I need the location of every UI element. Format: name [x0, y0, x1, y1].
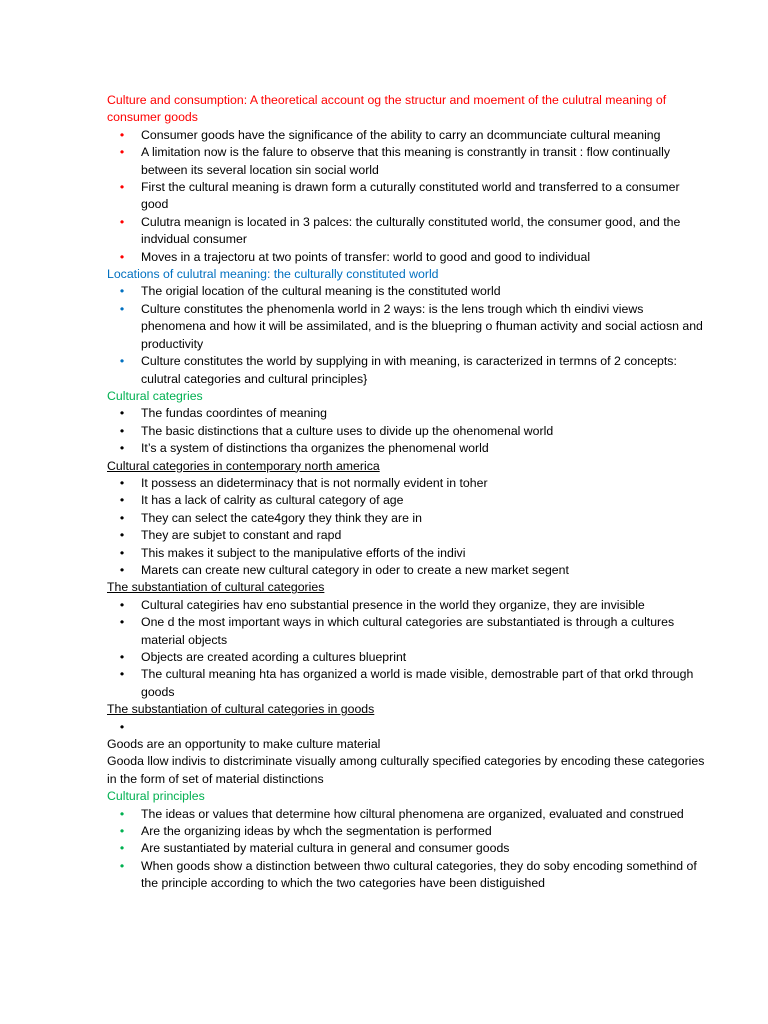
list-item: [107, 597, 708, 614]
bullet-icon: •: [119, 493, 125, 508]
list-item-text: Moves in a trajectoru at two points of transfer: world to good and good to individual: [141, 249, 591, 264]
bullet-icon: •: [119, 423, 125, 438]
bullet-list: [107, 719, 708, 736]
section-cultural-categories: [107, 388, 708, 458]
section-heading: Locations of culutral meaning: the culturally constituted world: [107, 267, 439, 282]
list-item-text: A limitation now is the falure to observe that this meaning is constrantly in transit : flow continually between its several location sin social world: [141, 145, 671, 177]
bullet-icon: •: [119, 719, 125, 734]
bullet-icon: •: [119, 824, 125, 839]
bullet-list: [107, 475, 708, 579]
list-item-text: Cultural categiries hav eno substantial presence in the world they organize, they are invisible: [141, 597, 645, 612]
list-item: [107, 283, 708, 300]
bullet-icon: •: [119, 528, 125, 543]
list-item-text: Marets can create new cultural category in oder to create a new market segent: [141, 562, 569, 577]
list-item-text: The basic distinctions that a culture uses to divide up the ohenomenal world: [141, 423, 554, 438]
section-heading: Cultural categries: [107, 388, 203, 403]
list-item-text: It’s a system of distinctions tha organizes the phenomenal world: [141, 441, 489, 456]
list-item-text: Culture constitutes the world by supplying in with meaning, is caracterized in termns of 2 concepts: culutral categories and cultural principles}: [141, 354, 677, 386]
list-item-text: Culture constitutes the phenomenla world in 2 ways: is the lens trough which th eindivi views phenomena and how it will be assimilated, and is the bluepring o fhuman activity and social actiosn and productivity: [141, 301, 703, 351]
paragraph: Goods are an opportunity to make culture material: [107, 737, 381, 752]
list-item: [107, 840, 708, 857]
list-item-text: They can select the cate4gory they think they are in: [141, 510, 422, 525]
bullet-icon: •: [119, 284, 125, 299]
list-item: [107, 127, 708, 144]
bullet-list: [107, 405, 708, 457]
section-locations-of-cultural-meaning: [107, 266, 708, 388]
section-heading: Culture and consumption: A theoretical account og the structur and moement of the culutral meaning of consumer goods: [107, 93, 667, 125]
bullet-icon: •: [119, 475, 125, 490]
bullet-icon: •: [119, 354, 125, 369]
list-item: [107, 545, 708, 562]
section-cultural-categories-north-america: [107, 458, 708, 580]
bullet-icon: •: [119, 249, 125, 264]
bullet-icon: •: [119, 545, 125, 560]
bullet-icon: •: [119, 667, 125, 682]
list-item: [107, 440, 708, 457]
section-heading: The substantiation of cultural categories: [107, 580, 325, 595]
list-item: [107, 562, 708, 579]
list-item: [107, 405, 708, 422]
list-item-text: The ideas or values that determine how ciltural phenomena are organized, evaluated and construed: [141, 806, 684, 821]
bullet-icon: •: [119, 180, 125, 195]
bullet-list: [107, 127, 708, 266]
list-item-text: It possess an dideterminacy that is not normally evident in toher: [141, 475, 488, 490]
section-heading: Cultural principles: [107, 789, 205, 804]
list-item-text: This makes it subject to the manipulative efforts of the indivi: [141, 545, 466, 560]
bullet-icon: •: [119, 841, 125, 856]
list-item: [107, 510, 708, 527]
section-heading: The substantiation of cultural categories in goods: [107, 702, 375, 717]
list-item: [107, 144, 708, 179]
list-item-text: When goods show a distinction between thwo cultural categories, they do soby encoding somethind of the principle according to which the two categories have been distiguished: [141, 858, 697, 891]
section-substantiation-in-goods: [107, 701, 708, 788]
list-item-text: [141, 720, 144, 734]
list-item: [107, 301, 708, 353]
list-item: [107, 179, 708, 214]
list-item: [107, 614, 708, 649]
list-item-text: One d the most important ways in which cultural categories are substantiated is through a cultures material objects: [141, 615, 675, 647]
section-cultural-principles: [107, 788, 708, 892]
list-item-text: The origial location of the cultural meaning is the constituted world: [141, 284, 501, 299]
bullet-icon: •: [119, 214, 125, 229]
list-item-text: Objects are created acording a cultures blueprint: [141, 650, 407, 664]
list-item-text: Are sustantiated by material cultura in general and consumer goods: [141, 841, 510, 856]
list-item: [107, 823, 708, 840]
list-item-text: Are the organizing ideas by whch the segmentation is performed: [141, 824, 492, 839]
list-item: [107, 666, 708, 701]
list-item: [107, 858, 708, 893]
bullet-list: [107, 597, 708, 701]
bullet-icon: •: [119, 127, 125, 142]
list-item: [107, 806, 708, 823]
section-culture-and-consumption: [107, 92, 708, 266]
bullet-list: [107, 283, 708, 387]
list-item-text: Consumer goods have the significance of the ability to carry an dcommunciate cultural meaning: [141, 127, 661, 142]
paragraph: Gooda llow indivis to distcriminate visually among culturally specified categories by encoding these categories in the form of set of material distinctions: [107, 754, 705, 786]
bullet-icon: •: [119, 441, 125, 456]
list-item-text: It has a lack of calrity as cultural category of age: [141, 493, 404, 508]
list-item: [107, 353, 708, 388]
bullet-icon: •: [119, 858, 125, 873]
bullet-icon: •: [119, 145, 125, 160]
list-item: [107, 719, 708, 736]
section-substantiation-of-categories: [107, 579, 708, 701]
list-item-text: The fundas coordintes of meaning: [141, 406, 327, 421]
bullet-icon: •: [119, 406, 125, 421]
list-item: [107, 492, 708, 509]
list-item: [107, 423, 708, 440]
list-item: [107, 214, 708, 249]
bullet-icon: •: [119, 615, 125, 630]
section-heading: Cultural categories in contemporary north america: [107, 458, 380, 473]
bullet-icon: •: [119, 562, 125, 577]
list-item: [107, 249, 708, 266]
list-item: [107, 649, 708, 666]
list-item-text: The cultural meaning hta has organized a world is made visible, demostrable part of that orkd through goods: [141, 667, 694, 699]
bullet-icon: •: [119, 650, 125, 664]
bullet-icon: •: [119, 806, 125, 821]
list-item: [107, 475, 708, 492]
bullet-icon: •: [119, 597, 125, 612]
bullet-icon: •: [119, 510, 125, 525]
list-item-text: First the cultural meaning is drawn form a cuturally constituted world and transferred to a consumer good: [141, 180, 680, 212]
bullet-list: [107, 806, 708, 893]
list-item-text: They are subjet to constant and rapd: [141, 528, 342, 543]
bullet-icon: •: [119, 301, 125, 316]
list-item: [107, 527, 708, 544]
list-item-text: Culutra meanign is located in 3 palces: the culturally constituted world, the consumer good, and the indvidual consumer: [141, 214, 681, 247]
